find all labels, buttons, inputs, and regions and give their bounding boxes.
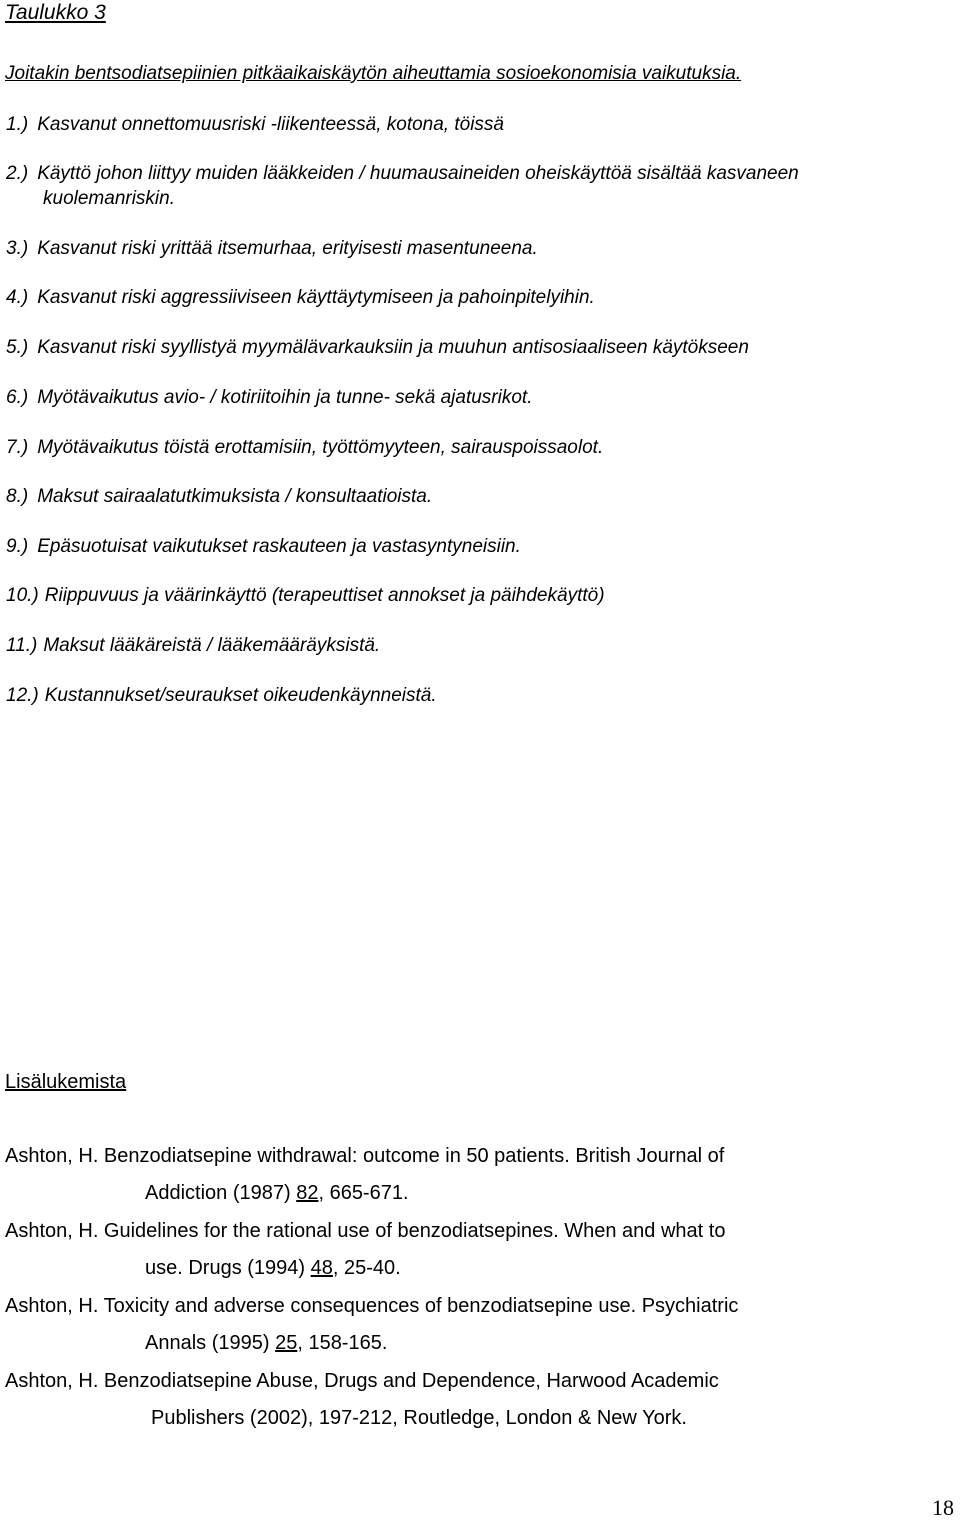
list-item-text: Myötävaikutus töistä erottamisiin, työttömyyteen, sairauspoissaolot. — [37, 437, 604, 458]
reference-continuation — [145, 1255, 401, 1281]
list-item-text: Kustannukset/seuraukset oikeudenkäynneistä. — [44, 685, 437, 706]
reference-line: Ashton, H. Benzodiatsepine withdrawal: outcome in 50 patients. British Journal of — [5, 1145, 725, 1167]
list-item-text: Maksut sairaalatutkimuksista / konsultaatioista. — [37, 486, 433, 507]
page-number: 18 — [932, 1495, 954, 1520]
reference-source: Addiction (1987) — [145, 1182, 297, 1204]
list-item — [6, 385, 532, 411]
reference-line: Ashton, H. Benzodiatsepine Abuse, Drugs and Dependence, Harwood Academic — [5, 1370, 719, 1392]
list-item-number: 12.) — [6, 685, 39, 706]
list-item-number: 9.) — [6, 536, 29, 557]
list-item — [6, 435, 603, 461]
list-item-number: 4.) — [6, 287, 29, 308]
reference-source: use. Drugs (1994) — [145, 1257, 311, 1279]
list-item-text: Kasvanut riski syyllistyä myymälävarkauksiin ja muuhun antisosiaaliseen käytökseen — [37, 337, 749, 358]
list-item-text: Kasvanut riski yrittää itsemurhaa, erityisesti masentuneena. — [37, 238, 538, 259]
list-item-text: Käyttö johon liittyy muiden lääkkeiden / huumausaineiden oheiskäyttöä sisältää kasvaneen — [37, 163, 799, 184]
list-item — [6, 534, 521, 560]
list-item-text: Maksut lääkäreistä / lääkemääräyksistä. — [43, 635, 381, 656]
list-item-number: 10.) — [6, 585, 39, 606]
table-subtitle: Joitakin bentsodiatsepiinien pitkäaikaiskäytön aiheuttamia sosioekonomisia vaikutuksia. — [5, 63, 742, 84]
list-item-text: Myötävaikutus avio- / kotiriitoihin ja tunne- sekä ajatusrikot. — [37, 387, 533, 408]
list-item — [6, 683, 437, 709]
reference-volume: 82 — [296, 1182, 319, 1204]
reference-source: Annals (1995) — [145, 1332, 276, 1354]
reference-continuation: Publishers (2002), 197-212, Routledge, London & New York. — [151, 1407, 687, 1429]
reference-pages: , 665-671. — [318, 1182, 409, 1204]
list-item-text: Kasvanut onnettomuusriski -liikenteessä, kotona, töissä — [37, 114, 504, 135]
reference-continuation — [145, 1180, 409, 1206]
list-item — [6, 633, 380, 659]
list-item — [6, 236, 538, 262]
list-item-text: Riippuvuus ja väärinkäyttö (terapeuttiset annokset ja päihdekäyttö) — [44, 585, 605, 606]
list-item-number: 1.) — [6, 114, 29, 135]
reference-line: Ashton, H. Guidelines for the rational use of benzodiatsepines. When and what to — [5, 1220, 726, 1242]
reference-pages: , 158-165. — [297, 1332, 388, 1354]
list-item — [6, 484, 432, 510]
list-item-number: 5.) — [6, 337, 29, 358]
reference-volume: 25 — [275, 1332, 298, 1354]
list-item-number: 7.) — [6, 437, 29, 458]
list-item-text: Kasvanut riski aggressiiviseen käyttäytymiseen ja pahoinpitelyihin. — [37, 287, 595, 308]
list-item-number: 8.) — [6, 486, 29, 507]
reference-volume: 48 — [310, 1257, 333, 1279]
list-item-number: 6.) — [6, 387, 29, 408]
list-item-number: 2.) — [6, 163, 29, 184]
reference-pages: , 25-40. — [332, 1257, 401, 1279]
list-item-continuation: kuolemanriskin. — [43, 188, 175, 209]
list-item-number: 11.) — [6, 635, 38, 656]
list-item — [6, 335, 749, 361]
list-item-number: 3.) — [6, 238, 29, 259]
reference-line: Ashton, H. Toxicity and adverse consequences of benzodiatsepine use. Psychiatric — [5, 1295, 739, 1317]
list-item — [6, 112, 504, 138]
references-heading: Lisälukemista — [5, 1071, 127, 1093]
list-item-text: Epäsuotuisat vaikutukset raskauteen ja vastasyntyneisiin. — [37, 536, 521, 557]
list-item — [6, 583, 605, 609]
reference-continuation — [145, 1330, 387, 1356]
table-title: Taulukko 3 — [5, 1, 106, 24]
list-item — [6, 285, 595, 311]
list-item — [6, 161, 799, 187]
